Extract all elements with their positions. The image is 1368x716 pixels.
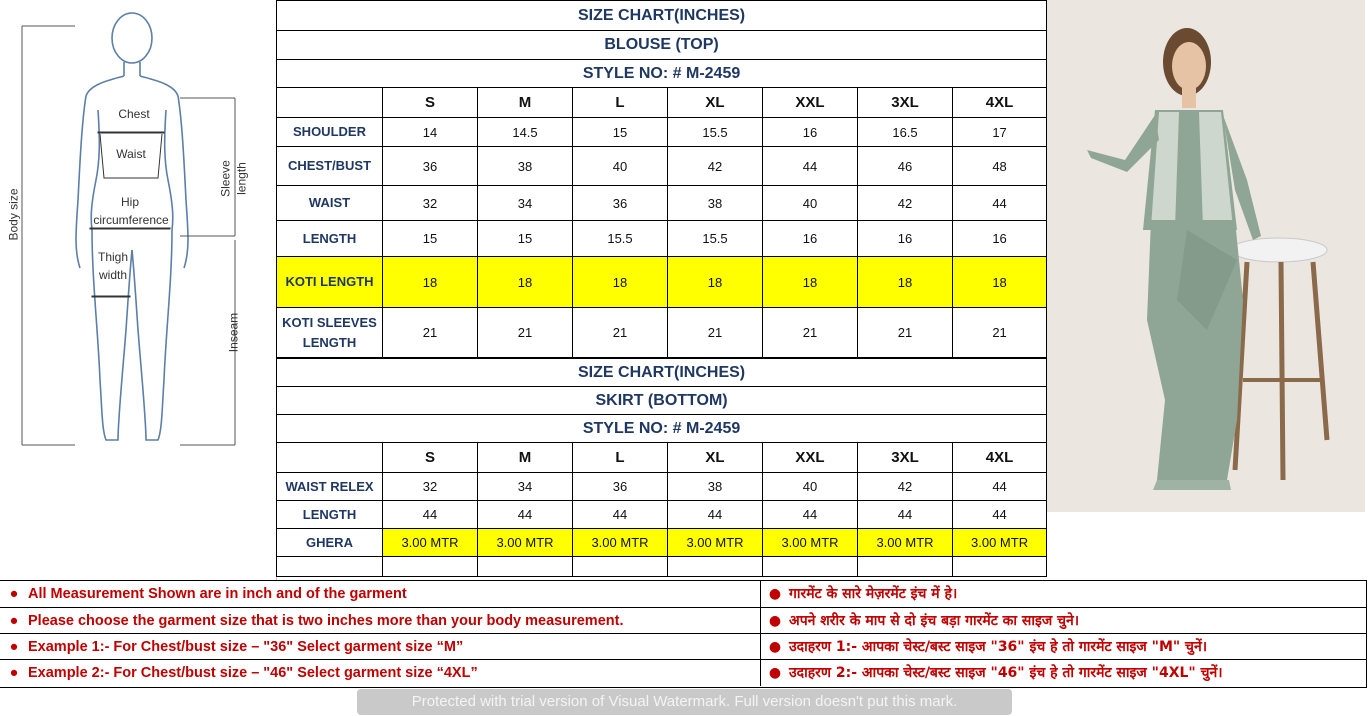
table-cell: 3.00 MTR [573, 529, 668, 557]
table-cell: 21 [953, 308, 1047, 358]
size-header: L [573, 88, 668, 118]
bullet-icon: ● [768, 639, 782, 655]
skirt-size-table [276, 358, 1047, 577]
table-cell: 16 [858, 221, 953, 257]
corner-cell [277, 88, 383, 118]
table-cell: 38 [478, 147, 573, 186]
table-cell: 42 [668, 147, 763, 186]
sleeve-label: Sleeve [218, 160, 233, 197]
table-cell: 3.00 MTR [858, 529, 953, 557]
row-label: LENGTH [277, 501, 383, 529]
table-cell: 46 [858, 147, 953, 186]
table-cell: 18 [478, 257, 573, 308]
table-cell: 34 [478, 473, 573, 501]
table-cell: 44 [383, 501, 478, 529]
blouse-chart-subtitle: BLOUSE (TOP) [277, 31, 1047, 60]
hip-circumference-label: circumference [93, 213, 169, 227]
table-cell: 36 [383, 147, 478, 186]
sleeve-length-label: length [234, 162, 249, 195]
note-text: अपने शरीर के माप से दो इंच बड़ा गारमेंट का साइज चुने। [789, 613, 1080, 629]
note-english [0, 581, 761, 607]
table-cell: 48 [953, 147, 1047, 186]
table-cell: 44 [858, 501, 953, 529]
bullet-icon: ● [768, 586, 782, 602]
table-cell: 21 [478, 308, 573, 358]
table-row-highlighted [277, 257, 1047, 308]
table-cell [277, 557, 383, 577]
size-header: XXL [763, 443, 858, 473]
blouse-size-table [276, 0, 1047, 358]
table-cell: 42 [858, 186, 953, 221]
blouse-style-number: STYLE NO: # M-2459 [277, 60, 1047, 88]
table-cell: 18 [668, 257, 763, 308]
size-header: 3XL [858, 88, 953, 118]
table-cell: 3.00 MTR [953, 529, 1047, 557]
table-cell: 40 [763, 473, 858, 501]
table-cell: 15.5 [668, 221, 763, 257]
table-cell [858, 557, 953, 577]
note-row [0, 581, 1366, 607]
skirt-style-number: STYLE NO: # M-2459 [277, 415, 1047, 443]
bullet-icon: ● [9, 586, 19, 602]
note-row [0, 633, 1366, 660]
bullet-icon: ● [768, 613, 782, 629]
table-cell: 14.5 [478, 118, 573, 147]
table-cell [478, 557, 573, 577]
table-cell: 32 [383, 186, 478, 221]
size-header: S [383, 88, 478, 118]
size-header: 4XL [953, 443, 1047, 473]
size-header: S [383, 443, 478, 473]
row-label: GHERA [277, 529, 383, 557]
table-cell: 36 [573, 186, 668, 221]
row-label: CHEST/BUST [277, 147, 383, 186]
note-row [0, 659, 1366, 686]
table-row [277, 308, 1047, 358]
table-cell: 16 [763, 118, 858, 147]
note-text: उदाहरण 1:- आपका चेस्ट/बस्ट साइज "36" इंच हे तो गारमेंट साइज "M" चुनें। [789, 639, 1208, 655]
table-cell: 44 [953, 473, 1047, 501]
note-text: Example 1:- For Chest/bust size – "36" Select garment size “M” [28, 639, 464, 655]
row-label: WAIST RELEX [277, 473, 383, 501]
bullet-icon: ● [9, 613, 19, 629]
size-header: 3XL [858, 443, 953, 473]
model-outfit-image [1047, 0, 1365, 512]
table-row-highlighted [277, 529, 1047, 557]
product-photo [1047, 0, 1365, 512]
table-cell: 44 [478, 501, 573, 529]
row-label: KOTI SLEEVES LENGTH [277, 308, 383, 358]
row-label: WAIST [277, 186, 383, 221]
skirt-chart-title: SIZE CHART(INCHES) [277, 359, 1047, 387]
table-cell: 44 [763, 147, 858, 186]
table-row-empty [277, 557, 1047, 577]
table-cell: 40 [573, 147, 668, 186]
blouse-chart-title: SIZE CHART(INCHES) [277, 1, 1047, 31]
size-header: XL [668, 443, 763, 473]
table-cell: 15 [573, 118, 668, 147]
table-row [277, 186, 1047, 221]
table-cell [953, 557, 1047, 577]
note-english [0, 660, 761, 686]
table-cell: 18 [858, 257, 953, 308]
table-row [277, 221, 1047, 257]
table-cell: 15 [478, 221, 573, 257]
note-english [0, 608, 761, 634]
table-cell: 16 [953, 221, 1047, 257]
bullet-icon: ● [768, 665, 782, 681]
table-cell: 15.5 [573, 221, 668, 257]
table-cell: 21 [858, 308, 953, 358]
table-cell: 21 [763, 308, 858, 358]
inseam-label: Inseam [226, 312, 241, 353]
table-cell [763, 557, 858, 577]
hip-label: Hip [120, 195, 139, 209]
table-cell: 44 [953, 501, 1047, 529]
table-row [277, 473, 1047, 501]
row-label: SHOULDER [277, 118, 383, 147]
table-cell: 38 [668, 473, 763, 501]
thigh-width-label: width [98, 268, 127, 282]
bullet-icon: ● [9, 639, 19, 655]
note-hindi [761, 581, 1366, 607]
table-cell: 38 [668, 186, 763, 221]
table-cell: 18 [383, 257, 478, 308]
corner-cell [277, 443, 383, 473]
row-label: LENGTH [277, 221, 383, 257]
table-cell: 40 [763, 186, 858, 221]
table-cell [383, 557, 478, 577]
table-cell: 15.5 [668, 118, 763, 147]
table-cell: 44 [763, 501, 858, 529]
table-cell: 21 [668, 308, 763, 358]
skirt-chart-subtitle: SKIRT (BOTTOM) [277, 387, 1047, 415]
note-text: उदाहरण 2:- आपका चेस्ट/बस्ट साइज "46" इंच हे तो गारमेंट साइज "4XL" चुनें। [789, 665, 1223, 681]
note-hindi [761, 608, 1366, 634]
size-header: M [478, 88, 573, 118]
table-cell: 34 [478, 186, 573, 221]
table-cell: 42 [858, 473, 953, 501]
table-cell: 18 [573, 257, 668, 308]
bullet-icon: ● [9, 665, 19, 681]
body-measurement-figure [0, 0, 277, 580]
table-cell: 21 [573, 308, 668, 358]
table-cell: 32 [383, 473, 478, 501]
body-size-label: Body size [6, 188, 21, 241]
table-cell: 3.00 MTR [383, 529, 478, 557]
size-header: XL [668, 88, 763, 118]
table-cell: 21 [383, 308, 478, 358]
table-row [277, 147, 1047, 186]
size-header: 4XL [953, 88, 1047, 118]
size-header: L [573, 443, 668, 473]
note-hindi [761, 634, 1366, 660]
note-text: Please choose the garment size that is two inches more than your body measurement. [28, 613, 624, 629]
table-cell [668, 557, 763, 577]
body-silhouette-icon [0, 0, 276, 460]
row-label: KOTI LENGTH [277, 257, 383, 308]
table-cell: 36 [573, 473, 668, 501]
table-cell: 44 [953, 186, 1047, 221]
table-cell: 3.00 MTR [763, 529, 858, 557]
note-text: All Measurement Shown are in inch and of the garment [28, 586, 407, 602]
note-text: गारमेंट के सारे मेज़रमेंट इंच में हे। [789, 586, 958, 602]
table-row [277, 501, 1047, 529]
note-row [0, 607, 1366, 634]
table-cell: 15 [383, 221, 478, 257]
measurement-notes [0, 580, 1367, 688]
table-cell: 18 [953, 257, 1047, 308]
skirt-size-header-row [277, 443, 1047, 473]
thigh-label: Thigh [97, 250, 129, 264]
table-cell: 14 [383, 118, 478, 147]
table-cell: 3.00 MTR [668, 529, 763, 557]
note-english [0, 634, 761, 660]
waist-label: Waist [116, 147, 146, 161]
table-cell: 17 [953, 118, 1047, 147]
chest-label: Chest [118, 107, 150, 121]
table-cell: 18 [763, 257, 858, 308]
size-header: M [478, 443, 573, 473]
table-cell: 16.5 [858, 118, 953, 147]
note-text: Example 2:- For Chest/bust size – "46" Select garment size “4XL” [28, 665, 478, 681]
table-cell: 44 [573, 501, 668, 529]
table-cell: 44 [668, 501, 763, 529]
table-cell: 16 [763, 221, 858, 257]
blouse-size-header-row [277, 88, 1047, 118]
note-hindi [761, 660, 1366, 686]
table-cell: 3.00 MTR [478, 529, 573, 557]
size-header: XXL [763, 88, 858, 118]
watermark-banner: Protected with trial version of Visual Watermark. Full version doesn't put this mark. [357, 689, 1012, 715]
table-row [277, 118, 1047, 147]
table-cell [573, 557, 668, 577]
